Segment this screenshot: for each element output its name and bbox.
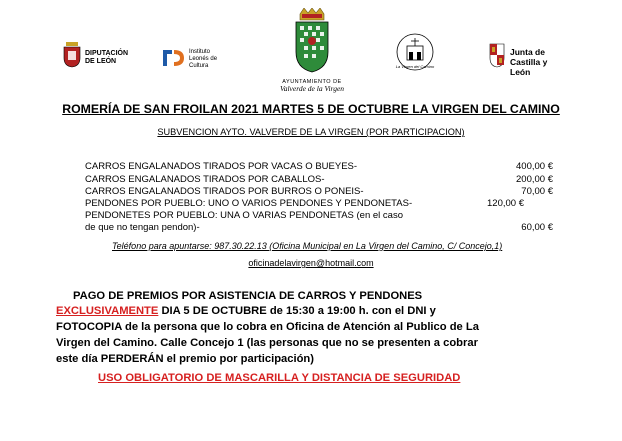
instituto-leones-logo	[160, 46, 222, 74]
prize-label: PENDONETES POR PUEBLO: UNA O VARIAS PENDONETAS (en el caso	[85, 210, 403, 221]
notice-line-2-rest: DIA 5 DE OCTUBRE de 15:30 a 19:00 h. con el DNI y	[158, 305, 436, 317]
prize-label: CARROS ENGALANADOS TIRADOS POR CABALLOS-	[85, 174, 325, 185]
logo-strip	[0, 0, 622, 100]
notice-line-2	[56, 305, 436, 317]
exclusivamente-highlight: EXCLUSIVAMENTE	[56, 305, 159, 317]
notice-line-4: Virgen del Camino. Calle Concejo 1 (las personas que no se presenten a cobrar	[56, 337, 478, 349]
ayuntamiento-logo	[262, 8, 362, 98]
virgen-camino-logo	[393, 32, 437, 76]
notice-line-3: FOTOCOPIA de la persona que lo cobra en Oficina de Atención al Publico de La	[56, 321, 479, 333]
junta-line1: Junta de	[510, 47, 545, 57]
prize-label: PENDONES POR PUEBLO: UNO O VARIOS PENDONES Y PENDONETAS-	[85, 198, 413, 209]
notice-line-5: este día PERDERÁN el premio por participación)	[56, 353, 314, 365]
valverde-coat-of-arms-icon	[292, 8, 332, 74]
notice-line-1: PAGO DE PREMIOS POR ASISTENCIA DE CARROS Y PENDONES	[73, 290, 423, 302]
diputacion-shield-icon	[62, 40, 82, 68]
prize-label: CARROS ENGALANADOS TIRADOS POR VACAS O BUEYES-	[85, 161, 358, 172]
page-title: ROMERÍA DE SAN FROILAN 2021 MARTES 5 DE OCTUBRE LA VIRGEN DEL CAMINO	[62, 102, 560, 116]
prize-amount: 120,00 €	[487, 198, 524, 209]
prize-label: CARROS ENGALANADOS TIRADOS POR BURROS O PONEIS-	[85, 186, 364, 197]
instituto-line1: Instituto	[189, 49, 211, 55]
junta-castilla-leon-logo	[488, 40, 568, 76]
virgen-caption: La Virgen del Camino	[395, 64, 435, 69]
ayuntamiento-line1: AYUNTAMIENTO DE	[282, 79, 342, 85]
castilla-leon-shield-icon	[488, 42, 506, 68]
prize-amount: 70,00 €	[521, 186, 553, 197]
prize-amount: 60,00 €	[521, 222, 553, 233]
junta-line2: Castilla y León	[510, 57, 548, 77]
ayuntamiento-line2: Valverde de la Virgen	[279, 84, 345, 93]
phone-line: Teléfono para apuntarse: 987.30.22.13 (Oficina Municipal en La Virgen del Camino, C/ Concejo,1)	[112, 241, 503, 251]
prize-amount: 200,00 €	[516, 174, 553, 185]
diputacion-line1: DIPUTACIÓN	[85, 50, 129, 57]
instituto-line3: Cultura	[189, 63, 209, 69]
subvencion-subtitle: SUBVENCION AYTO. VALVERDE DE LA VIRGEN (POR PARTICIPACION)	[157, 127, 465, 137]
prize-label: de que no tengan pendon)-	[85, 222, 200, 233]
prize-amount: 400,00 €	[516, 161, 553, 172]
safety-notice: USO OBLIGATORIO DE MASCARILLA Y DISTANCIA DE SEGURIDAD	[98, 372, 461, 384]
instituto-line2: Leonés de	[189, 56, 218, 62]
diputacion-line2: DE LEÓN	[85, 58, 117, 65]
diputacion-leon-logo	[62, 40, 132, 72]
email-link[interactable]: oficinadelavirgen@hotmail.com	[248, 258, 374, 268]
ilc-mark-icon	[160, 46, 186, 70]
